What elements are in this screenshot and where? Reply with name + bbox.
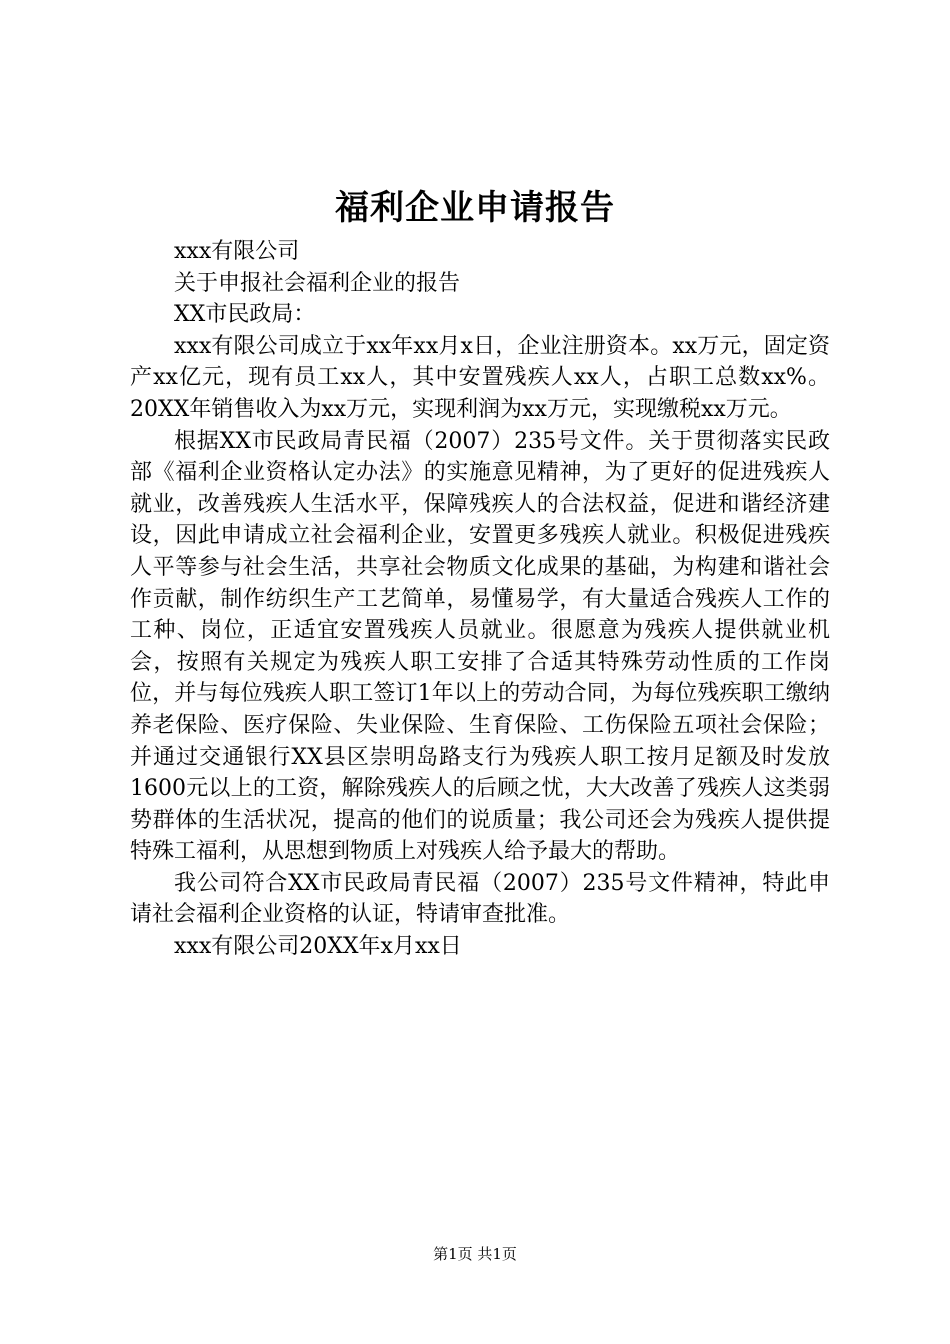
- document-title: 福利企业申请报告: [335, 188, 615, 228]
- document-body: [130, 236, 830, 963]
- signature-date-line: xxx有限公司20XX年x月xx日: [174, 934, 462, 960]
- application-basis-paragraph: 根据XX市民政局青民福（2007）235号文件。关于贯彻落实民政部《福利企业资格认定办法》的实施意见精神，为了更好的促进残疾人就业，改善残疾人生活水平，保障残疾人的合法权益，促进和谐经济建设，因此申请成立社会福利企业，安置更多残疾人就业。积极促进残疾人平等参与社会生活，共享社会物质文化成果的基础，为构建和谐社会作贡献，制作纺织生产工艺简单，易懂易学，有大量适合残疾人工作的工种、岗位，正适宜安置残疾人员就业。很愿意为残疾人提供就业机会，按照有关规定为残疾人职工安排了合适其特殊劳动性质的工作岗位，并与每位残疾人职工签订1年以上的劳动合同，为每位残疾职工缴纳养老保险、医疗保险、失业保险、生育保险、工伤保险五项社会保险；并通过交通银行XX县区崇明岛路支行为残疾人职工按月足额及时发放1600元以上的工资，解除残疾人的后顾之忧，大大改善了残疾人这类弱势群体的生活状况，提高的他们的说质量；我公司还会为残疾人提供提特殊工福利，从思想到物质上对残疾人给予最大的帮助。: [130, 428, 830, 865]
- request-paragraph: 我公司符合XX市民政局青民福（2007）235号文件精神，特此申请社会福利企业资格的认证，特请审查批准。: [130, 870, 830, 928]
- report-subject-line: 关于申报社会福利企业的报告: [174, 270, 461, 296]
- company-overview-paragraph: xxx有限公司成立于xx年xx月x日，企业注册资本。xx万元，固定资产xx亿元，现有员工xx人，其中安置残疾人xx人，占职工总数xx%。20XX年销售收入为xx万元，实现利润为xx万元，实现缴税xx万元。: [130, 333, 830, 422]
- addressee-line: XX市民政局：: [174, 302, 316, 328]
- page-footer: 第1页 共1页: [433, 1245, 517, 1263]
- company-name-line: xxx有限公司: [174, 239, 300, 264]
